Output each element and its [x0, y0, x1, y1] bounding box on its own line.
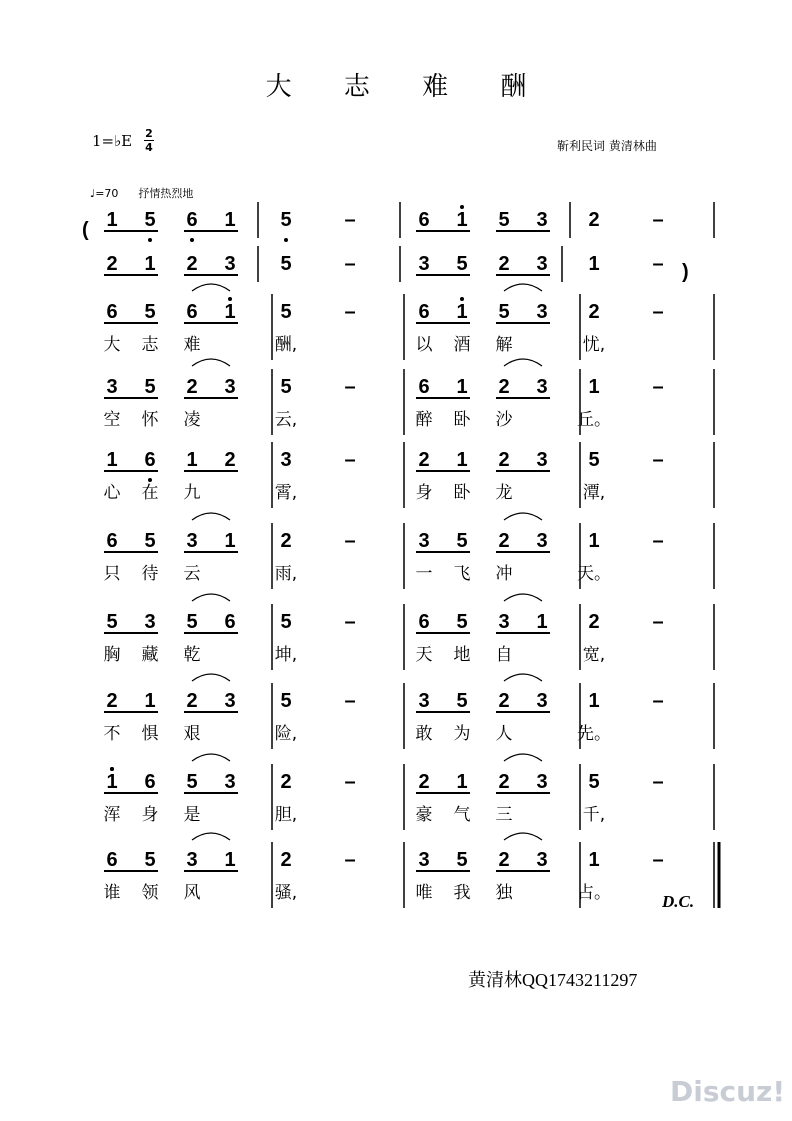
- credit-line: 靳利民词 黄清林曲: [557, 139, 657, 153]
- lyric-char: 气: [453, 805, 471, 825]
- note: 2: [280, 530, 292, 552]
- lyric-char: 艰: [183, 724, 201, 744]
- lyric-char: 一: [415, 564, 433, 584]
- note: –: [344, 690, 356, 712]
- note: 5: [144, 376, 156, 398]
- tempo-mark: ♩=70: [90, 187, 119, 200]
- note: –: [344, 849, 356, 871]
- note: 2: [280, 849, 292, 871]
- note: 5: [144, 301, 156, 323]
- lyric-char: 骚,: [274, 883, 298, 903]
- lyric-char: 乾: [183, 645, 201, 665]
- lyric-char: 胸: [103, 645, 121, 665]
- note: 2: [498, 253, 510, 275]
- lyric-char: 忧,: [582, 335, 606, 355]
- lyric-char: 志: [141, 335, 159, 355]
- note: 5: [456, 611, 468, 633]
- slur: [192, 754, 230, 761]
- slur: [192, 513, 230, 520]
- note: 2: [498, 771, 510, 793]
- note: 1: [456, 449, 468, 471]
- note: 2: [106, 690, 118, 712]
- note: –: [344, 253, 356, 275]
- lyric-char: 在: [141, 483, 159, 503]
- lyric-char: 凌: [183, 410, 201, 430]
- lyric-char: 是: [183, 805, 201, 825]
- note: 1: [224, 301, 236, 323]
- note: 5: [456, 253, 468, 275]
- slur: [192, 674, 230, 681]
- note: 6: [106, 849, 118, 871]
- lyric-char: 先。: [577, 724, 611, 744]
- lyric-char: 千,: [582, 805, 606, 825]
- note: 3: [498, 611, 510, 633]
- note: 5: [144, 849, 156, 871]
- note: 2: [186, 376, 198, 398]
- lyric-char: 沙: [495, 410, 513, 430]
- slur: [192, 284, 230, 291]
- lyric-char: 卧: [453, 410, 471, 430]
- note: 3: [224, 376, 236, 398]
- note: 1: [224, 530, 236, 552]
- note: 3: [536, 209, 548, 231]
- slur: [504, 833, 542, 840]
- lyric-char: 天: [415, 645, 433, 665]
- lyric-char: 唯: [415, 883, 433, 903]
- lyric-char: 豪: [415, 805, 433, 825]
- lyric-char: 只: [103, 564, 121, 584]
- lyric-char: 惧: [141, 724, 159, 744]
- note: 3: [536, 530, 548, 552]
- lyric-char: 领: [141, 883, 159, 903]
- note: 5: [498, 301, 510, 323]
- high-dot: [460, 205, 464, 209]
- high-dot: [110, 767, 114, 771]
- note: 3: [536, 771, 548, 793]
- note: 5: [588, 771, 600, 793]
- note: 1: [186, 449, 198, 471]
- note: 1: [456, 771, 468, 793]
- note: –: [652, 530, 664, 552]
- note: 2: [498, 690, 510, 712]
- lyric-char: 谁: [103, 883, 121, 903]
- time-numerator: 2: [145, 127, 153, 140]
- note: 2: [280, 771, 292, 793]
- note: –: [344, 611, 356, 633]
- lyric-char: 胆,: [274, 805, 298, 825]
- note: 5: [106, 611, 118, 633]
- note: –: [652, 376, 664, 398]
- note: 1: [456, 376, 468, 398]
- note: 3: [418, 849, 430, 871]
- lyric-char: 龙: [495, 483, 513, 503]
- note: 2: [588, 301, 600, 323]
- lyric-char: 云,: [274, 410, 298, 430]
- note: –: [344, 530, 356, 552]
- note: 1: [456, 209, 468, 231]
- lyric-char: 酬,: [274, 335, 298, 355]
- note: 2: [224, 449, 236, 471]
- note: 3: [224, 690, 236, 712]
- note: 6: [418, 209, 430, 231]
- lyric-char: 敢: [415, 724, 433, 744]
- note: –: [652, 849, 664, 871]
- note: 1: [588, 253, 600, 275]
- note: 5: [456, 690, 468, 712]
- note: 6: [186, 301, 198, 323]
- lyric-char: 身: [141, 805, 159, 825]
- lyric-char: 潭,: [582, 483, 606, 503]
- note: 1: [106, 209, 118, 231]
- note: 1: [224, 209, 236, 231]
- note: 2: [498, 849, 510, 871]
- note: 6: [106, 301, 118, 323]
- slur: [504, 284, 542, 291]
- note: 2: [588, 611, 600, 633]
- note: 6: [144, 449, 156, 471]
- note: –: [652, 449, 664, 471]
- note: –: [652, 690, 664, 712]
- note: 3: [224, 253, 236, 275]
- note: 6: [418, 376, 430, 398]
- lyric-char: 大: [103, 335, 121, 355]
- note: 5: [498, 209, 510, 231]
- watermark: Discuz!: [670, 1075, 786, 1108]
- note: 5: [144, 209, 156, 231]
- slur: [192, 833, 230, 840]
- slur: [504, 513, 542, 520]
- open-paren: (: [82, 219, 89, 241]
- lyric-char: 身: [415, 483, 433, 503]
- note: 6: [144, 771, 156, 793]
- time-denominator: 4: [145, 141, 153, 154]
- signature: 黄清林QQ1743211297: [468, 970, 638, 990]
- lyric-char: 九: [183, 483, 201, 503]
- low-dot: [284, 238, 288, 242]
- note: 1: [536, 611, 548, 633]
- note: 1: [106, 449, 118, 471]
- note: 5: [280, 301, 292, 323]
- note: 6: [106, 530, 118, 552]
- note: –: [652, 253, 664, 275]
- high-dot: [460, 297, 464, 301]
- lyric-char: 冲: [495, 564, 513, 584]
- note: 2: [106, 253, 118, 275]
- note: 3: [536, 449, 548, 471]
- close-paren: ): [682, 261, 689, 283]
- note: 2: [498, 530, 510, 552]
- lyric-char: 待: [141, 564, 159, 584]
- lyric-char: 不: [103, 724, 121, 744]
- key-signature: 1=♭E: [92, 132, 133, 150]
- note: 3: [418, 530, 430, 552]
- lyric-char: 浑: [103, 805, 121, 825]
- lyric-char: 酒: [453, 335, 471, 355]
- note: 5: [280, 209, 292, 231]
- lyric-char: 雨,: [274, 564, 298, 584]
- note: 5: [456, 849, 468, 871]
- note: –: [652, 301, 664, 323]
- note: 3: [536, 301, 548, 323]
- low-dot: [148, 478, 152, 482]
- lyric-char: 天。: [577, 564, 611, 584]
- note: 3: [536, 253, 548, 275]
- low-dot: [190, 238, 194, 242]
- note: 2: [186, 253, 198, 275]
- note: 2: [418, 449, 430, 471]
- note: 2: [498, 376, 510, 398]
- slur: [504, 674, 542, 681]
- note: 5: [280, 611, 292, 633]
- note: 3: [106, 376, 118, 398]
- note: 3: [536, 690, 548, 712]
- note: –: [344, 771, 356, 793]
- note: –: [652, 209, 664, 231]
- note: 2: [186, 690, 198, 712]
- dc-mark: D.C.: [662, 892, 695, 911]
- note: 2: [588, 209, 600, 231]
- lyric-char: 坤,: [274, 645, 298, 665]
- lyric-char: 解: [495, 335, 513, 355]
- lyric-char: 宽,: [582, 645, 606, 665]
- note: 1: [588, 849, 600, 871]
- note: 5: [280, 376, 292, 398]
- note: 2: [418, 771, 430, 793]
- note: 5: [588, 449, 600, 471]
- slur: [192, 359, 230, 366]
- note: –: [344, 376, 356, 398]
- note: 5: [186, 771, 198, 793]
- note: 1: [144, 253, 156, 275]
- lyric-char: 丘。: [577, 410, 611, 430]
- note: 3: [280, 449, 292, 471]
- note: 6: [224, 611, 236, 633]
- note: 5: [144, 530, 156, 552]
- note: 6: [186, 209, 198, 231]
- note: 3: [418, 253, 430, 275]
- lyric-char: 醉: [415, 410, 433, 430]
- lyric-char: 以: [415, 335, 433, 355]
- note: 1: [106, 771, 118, 793]
- note: 5: [280, 253, 292, 275]
- note: 1: [588, 530, 600, 552]
- note: 2: [498, 449, 510, 471]
- lyric-char: 占。: [577, 883, 611, 903]
- note: 1: [144, 690, 156, 712]
- note: –: [344, 301, 356, 323]
- lyric-char: 卧: [453, 483, 471, 503]
- slur: [192, 594, 230, 601]
- slur: [504, 754, 542, 761]
- lyric-char: 空: [103, 410, 121, 430]
- song-title: 大 志 难 酬: [265, 72, 549, 102]
- lyric-char: 霄,: [274, 483, 298, 503]
- note: 5: [186, 611, 198, 633]
- note: 3: [224, 771, 236, 793]
- note: 3: [418, 690, 430, 712]
- lyric-char: 三: [495, 805, 513, 825]
- note: –: [652, 611, 664, 633]
- lyric-char: 独: [495, 883, 513, 903]
- note: 5: [280, 690, 292, 712]
- lyric-char: 藏: [141, 645, 159, 665]
- note: 6: [418, 301, 430, 323]
- note: 6: [418, 611, 430, 633]
- slur: [504, 359, 542, 366]
- lyric-char: 云: [183, 564, 201, 584]
- note: 1: [588, 376, 600, 398]
- note: 1: [456, 301, 468, 323]
- lyric-char: 心: [103, 483, 121, 503]
- lyric-char: 我: [453, 883, 471, 903]
- low-dot: [148, 238, 152, 242]
- lyric-char: 飞: [453, 564, 471, 584]
- lyric-char: 自: [495, 645, 513, 665]
- lyric-char: 难: [183, 335, 201, 355]
- slur: [504, 594, 542, 601]
- lyric-char: 险,: [274, 724, 298, 744]
- lyric-char: 为: [453, 724, 471, 744]
- note: 3: [536, 849, 548, 871]
- lyric-char: 地: [453, 645, 471, 665]
- expression-mark: 抒情热烈地: [138, 187, 194, 200]
- note: –: [344, 449, 356, 471]
- high-dot: [228, 297, 232, 301]
- note: 3: [144, 611, 156, 633]
- lyric-char: 风: [183, 883, 201, 903]
- note: 3: [536, 376, 548, 398]
- note: 5: [456, 530, 468, 552]
- lyric-char: 人: [495, 724, 513, 744]
- note: –: [344, 209, 356, 231]
- lyric-char: 怀: [141, 410, 159, 430]
- note: 1: [224, 849, 236, 871]
- note: 3: [186, 849, 198, 871]
- note: 1: [588, 690, 600, 712]
- note: 3: [186, 530, 198, 552]
- note: –: [652, 771, 664, 793]
